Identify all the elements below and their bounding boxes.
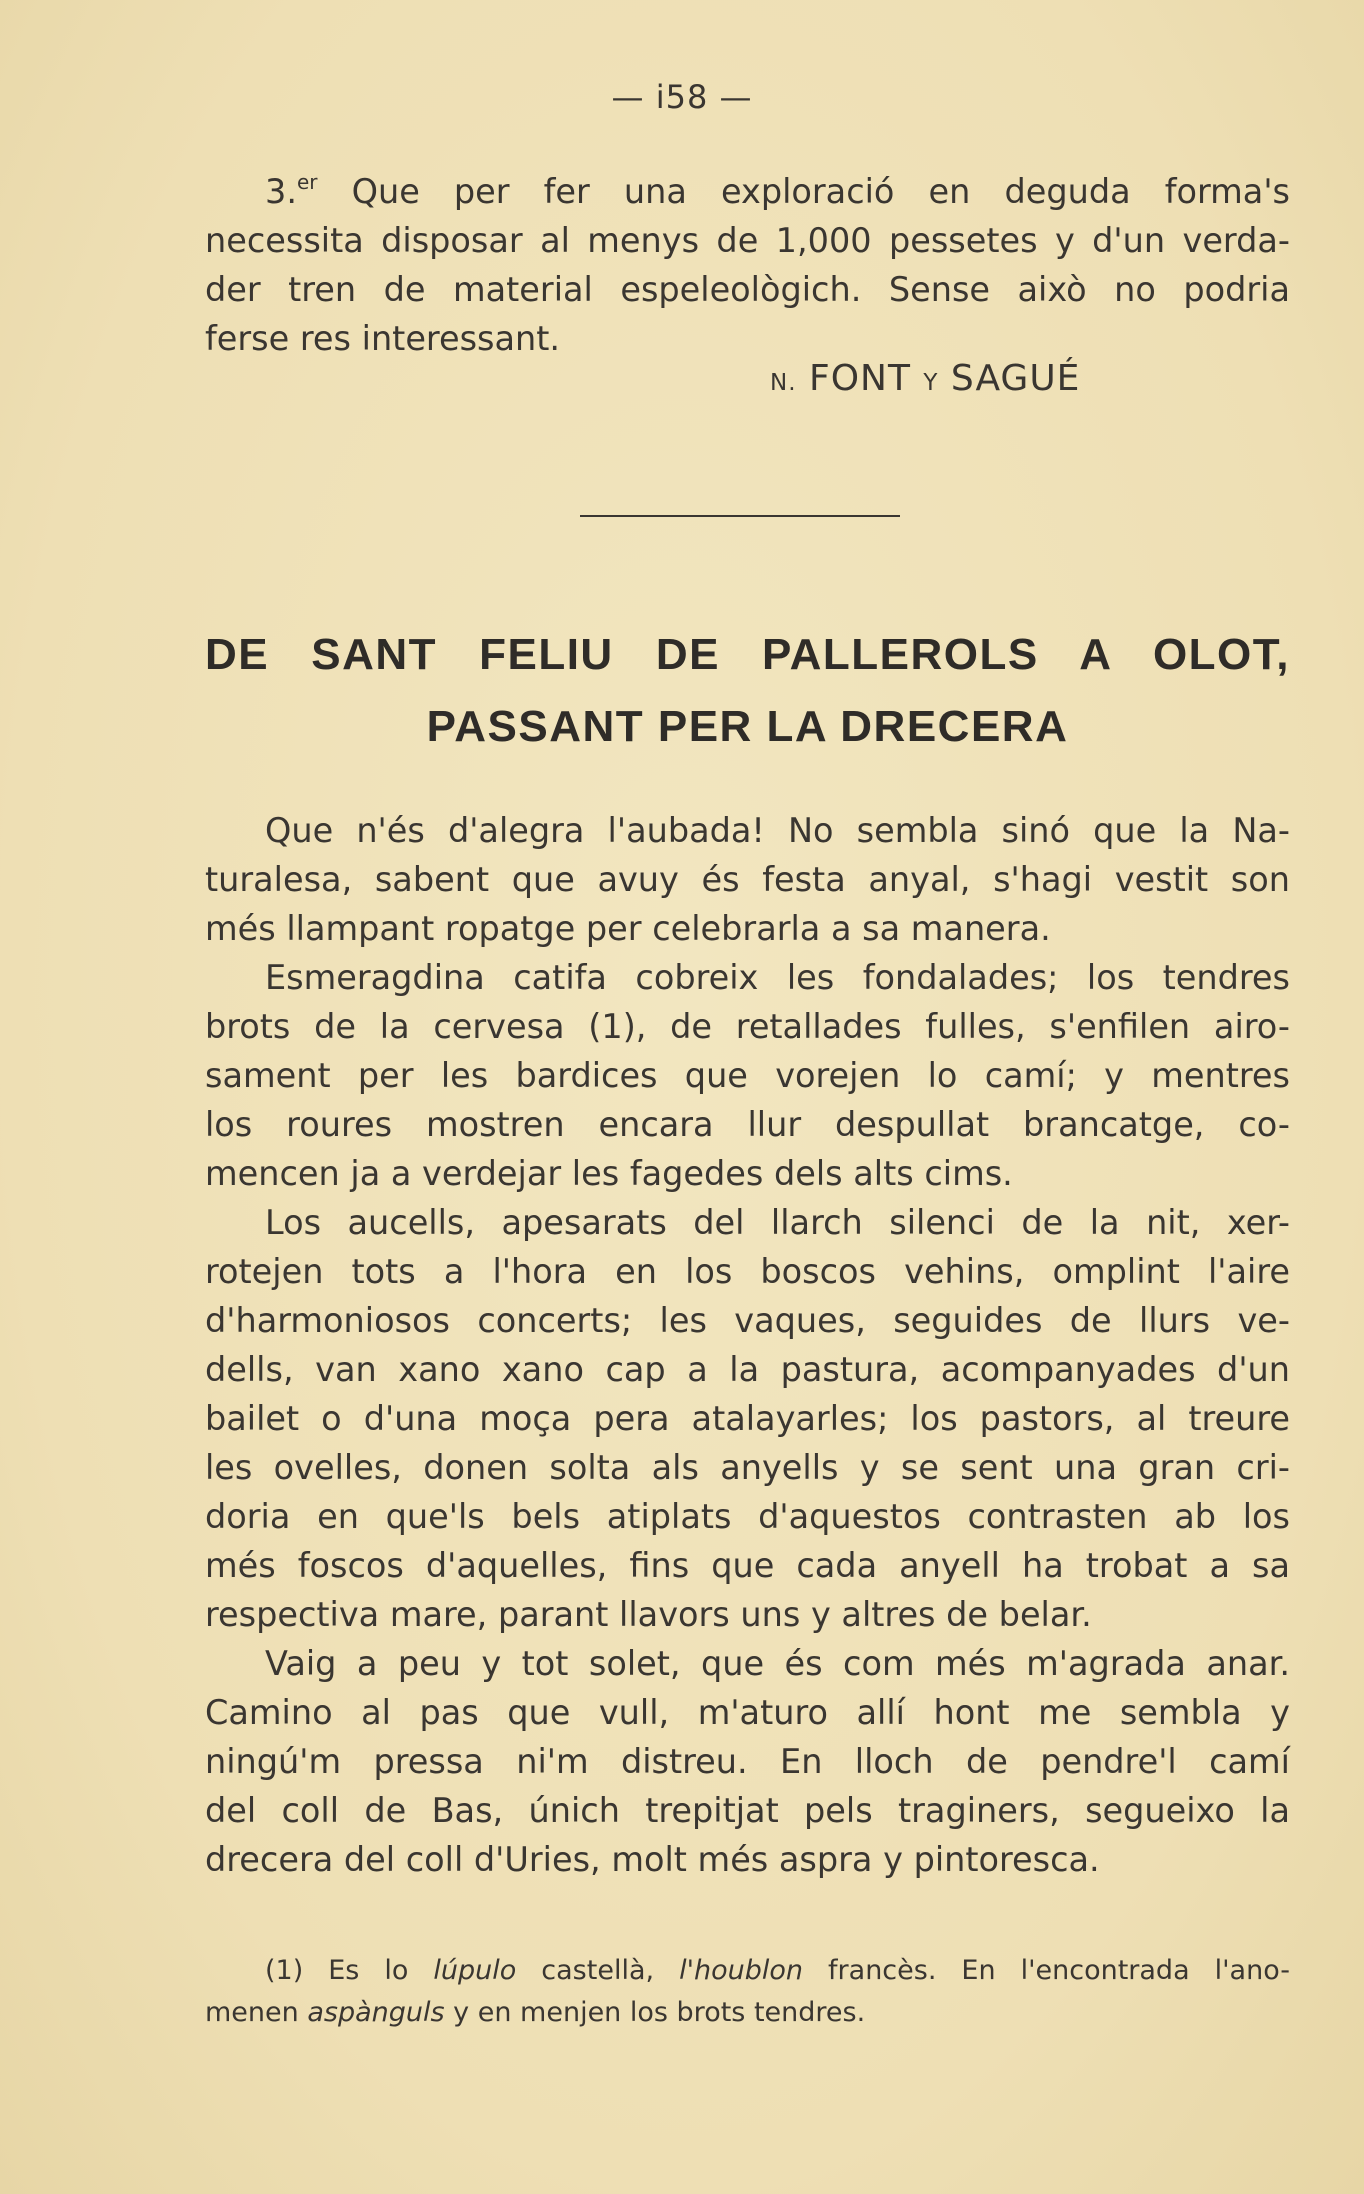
author-signature xyxy=(770,358,1080,399)
body-line: més foscos d'aquelles, fins que cada anyell ha trobat a sa xyxy=(205,1546,1290,1585)
body-line: Que n'és d'alegra l'aubada! No sembla sinó que la Na- xyxy=(265,811,1290,850)
body-line: sament per les bardices que vorejen lo camí; y mentres xyxy=(205,1056,1290,1095)
footnote-text: castellà, xyxy=(541,1955,655,1986)
body-line: drecera del coll d'Uries, molt més aspra y pintoresca. xyxy=(205,1840,1100,1879)
paragraph-line xyxy=(205,158,1290,216)
body-line: més llampant ropatge per celebrarla a sa manera. xyxy=(205,909,1051,948)
signature-initial: N. xyxy=(770,370,797,396)
footnote-italic: aspànguls xyxy=(307,1997,445,2028)
footnote-text: menen xyxy=(205,1997,299,2028)
ordinal-superscript: er xyxy=(296,170,318,194)
body-line: Vaig a peu y tot solet, que és com més m'agrada anar. xyxy=(265,1644,1290,1683)
body-line: d'harmoniosos concerts; les vaques, seguides de llurs ve- xyxy=(205,1301,1290,1340)
body-line: Camino al pas que vull, m'aturo allí hont me sembla y xyxy=(205,1693,1290,1732)
section-divider xyxy=(580,515,900,517)
page-number: — i58 — xyxy=(611,78,753,116)
body-line: turalesa, sabent que avuy és festa anyal, s'hagi vestit son xyxy=(205,860,1290,899)
body-line: respectiva mare, parant llavors uns y altres de belar. xyxy=(205,1595,1092,1634)
body-line: doria en que'ls bels atiplats d'aquestos contrasten ab los xyxy=(205,1497,1290,1536)
signature-name: FONT xyxy=(808,358,911,399)
body-line: Esmeragdina catifa cobreix les fondalades; los tendres xyxy=(265,958,1290,997)
footnote-text: y en menjen los brots tendres. xyxy=(453,1997,866,2028)
body-line: bailet o d'una moça pera atalayarles; los pastors, al treure xyxy=(205,1399,1290,1438)
chapter-title-line-2: PASSANT PER LA DRECERA xyxy=(426,702,1069,751)
body-line: brots de la cervesa (1), de retallades fulles, s'enfilen airo- xyxy=(205,1007,1290,1046)
ordinal: 3. xyxy=(265,172,297,211)
body-text xyxy=(205,806,1290,1884)
paragraph-line: ferse res interessant. xyxy=(205,319,561,358)
signature-surname: SAGUÉ xyxy=(950,358,1081,399)
body-line: les ovelles, donen solta als anyells y se sent una gran cri- xyxy=(205,1448,1290,1487)
footnote-italic: l'houblon xyxy=(679,1955,804,1986)
line-text: Que per fer una exploració en deguda forma's xyxy=(351,172,1290,211)
body-line: del coll de Bas, únich trepitjat pels traginers, segueixo la xyxy=(205,1791,1290,1830)
footnote-text: Es lo xyxy=(328,1955,409,1986)
signature-conjunction: Y xyxy=(923,370,939,396)
paragraph-line: necessita disposar al menys de 1,000 pessetes y d'un verda- xyxy=(205,221,1290,260)
body-line: mencen ja a verdejar les fagedes dels alts cims. xyxy=(205,1154,1013,1193)
body-line: Los aucells, apesarats del llarch silenci de la nit, xer- xyxy=(265,1203,1290,1242)
chapter-title-line-1: DE SANT FELIU DE PALLEROLS A OLOT, xyxy=(205,630,1290,679)
body-line: dells, van xano xano cap a la pastura, acompanyades d'un xyxy=(205,1350,1290,1389)
footnote-italic: lúpulo xyxy=(433,1955,517,1986)
footnote-line xyxy=(205,1950,1290,1992)
body-line: los roures mostren encara llur despullat brancatge, co- xyxy=(205,1105,1290,1144)
footnote xyxy=(205,1950,1290,2034)
body-line: ningú'm pressa ni'm distreu. En lloch de pendre'l camí xyxy=(205,1742,1290,1781)
footnote-text: francès. En l'encontrada l'ano- xyxy=(828,1955,1290,1986)
footnote-line xyxy=(205,1992,1290,2034)
body-line: rotejen tots a l'hora en los boscos vehins, omplint l'aire xyxy=(205,1252,1290,1291)
paragraph-line: der tren de material espeleològich. Sense això no podria xyxy=(205,270,1290,309)
footnote-marker: (1) xyxy=(265,1955,304,1986)
first-paragraph xyxy=(205,158,1290,363)
